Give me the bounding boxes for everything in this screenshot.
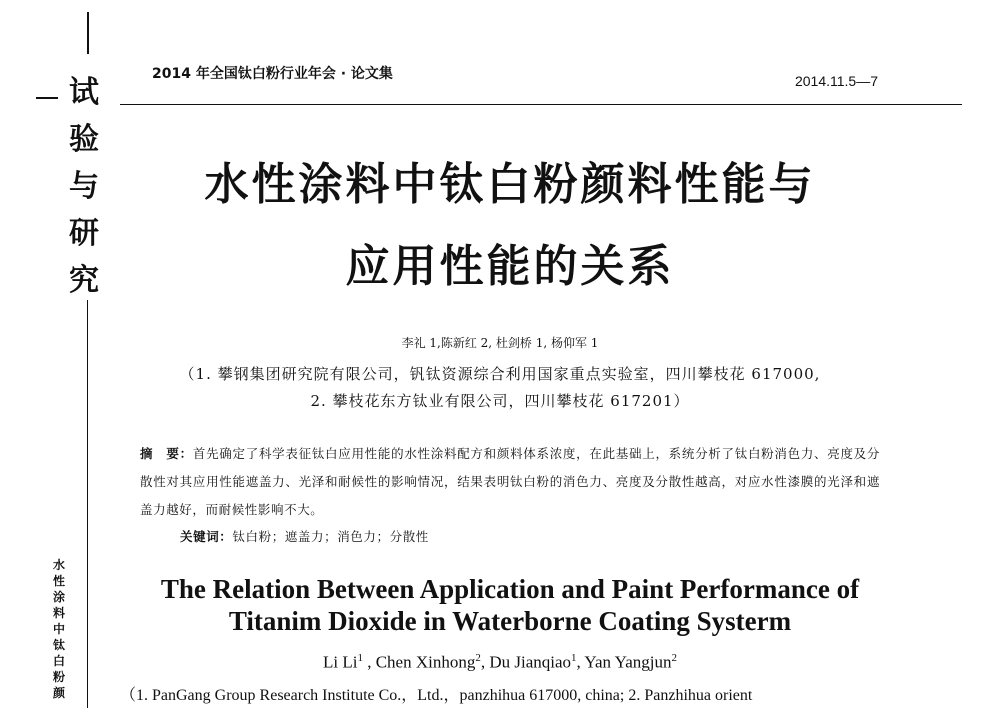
title-en-line-2: Titanim Dioxide in Waterborne Coating Systerm [228,606,792,636]
author-en-sup: 1 [571,652,577,664]
keywords-text: 钛白粉；遮盖力；消色力；分散性 [232,529,429,544]
conference-header: 2014 年全国钛白粉行业年会 · 论文集 [152,66,393,82]
author-en-sup: 2 [475,652,481,664]
affiliation-zh-line-1: （1. 攀钢集团研究院有限公司，钒钛资源综合利用国家重点实验室，四川攀枝花 617000, [179,365,821,383]
affiliation-en: （1. PanGang Group Research Institute Co.，Ltd.，panzhihua 617000, china; 2. Panzhihua orient [120,687,753,704]
author-en-sup: 1 [357,652,363,664]
keywords-label: 关键词： [180,529,233,544]
authors-zh: 李礼 1,陈新红 2, 杜剑桥 1, 杨仰军 1 [401,336,599,350]
author-en-sep: , [576,652,585,672]
author-en: Yan Yangjun [584,652,672,672]
section-char-1: 试 [69,75,99,110]
abstract-zh [140,440,880,524]
sidebar-long-rule [87,300,88,708]
sidebar-top-rule [87,12,89,54]
section-char-3: 与 [69,169,99,204]
affiliation-zh-line-2: 2. 攀枝花东方钛业有限公司，四川攀枝花 617201） [310,392,690,410]
author-en: Chen Xinhong [375,652,476,672]
conference-date: 2014.11.5—7 [794,73,878,89]
authors-en [0,652,1000,673]
title-en-line-1: The Relation Between Application and Paint Performance of [160,574,860,604]
vertical-running-title: 水性涂料中钛白粉颜 [52,558,65,700]
section-char-5: 究 [69,263,99,298]
title-zh-line-1: 水性涂料中钛白粉颜料性能与 [204,159,816,210]
author-en-sep: , [362,652,376,672]
sidebar-dash [36,97,58,99]
author-en-sep: , [480,652,490,672]
abstract-text: 首先确定了科学表征钛白应用性能的水性涂料配方和颜料体系浓度，在此基础上，系统分析了钛白粉消色力、亮度及分散性对其应用性能遮盖力、光泽和耐候性的影响情况，结果表明钛白粉的消色力、亮度及分散性越高，对应水性漆膜的光泽和遮盖力越好，而耐候性影响不大。 [140,446,881,517]
author-en-sup: 2 [671,652,677,664]
abstract-label: 摘 要： [140,446,193,461]
author-en: Li Li [322,652,358,672]
author-en: Du Jianqiao [489,652,572,672]
header-rule [120,104,962,105]
section-char-2: 验 [69,122,99,157]
section-char-4: 研 [69,216,99,251]
title-zh-line-2: 应用性能的关系 [345,241,675,292]
keywords-zh [180,527,429,545]
